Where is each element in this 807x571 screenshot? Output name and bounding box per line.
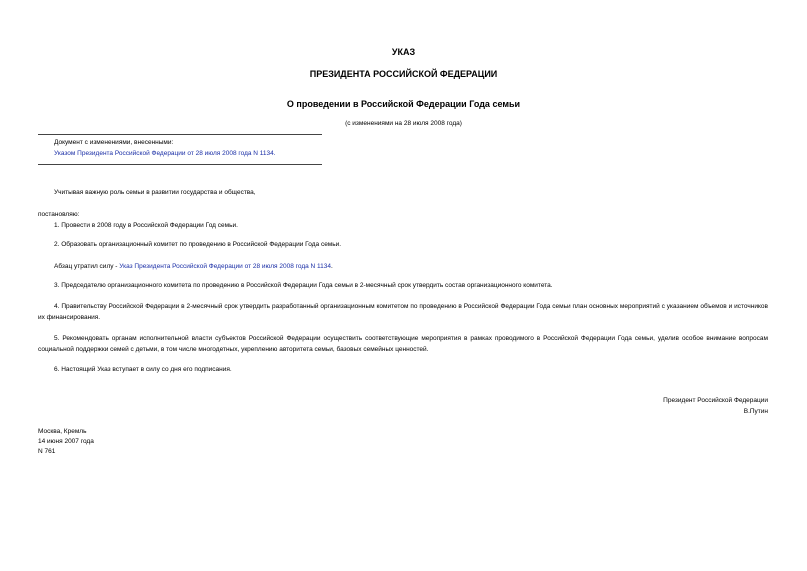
changes-link[interactable]: Указом Президента Российской Федерации от 28 июля 2008 года N 1134. [54, 150, 276, 157]
preamble: Учитывая важную роль семьи в развитии государства и общества, [54, 189, 256, 196]
amendment-note: (с изменениями на 28 июля 2008 года) [345, 120, 462, 127]
changes-top-divider [38, 134, 322, 135]
document-title: О проведении в Российской Федерации Года семьи [286, 99, 521, 109]
item-5 [38, 333, 768, 355]
signature-title: Президент Российской Федерации [663, 397, 768, 404]
item-3: 3. Председателю организационного комитета по проведению в Российской Федерации Года семьи в 2-месячный срок утвердить состав организационного комитета. [54, 282, 553, 289]
void-note-link[interactable]: Указ Президента Российской Федерации от 28 июля 2008 года N 1134 [119, 263, 332, 270]
item-2-void-note [54, 261, 333, 272]
signing-place: Москва, Кремль [38, 428, 87, 435]
issuer-heading: ПРЕЗИДЕНТА РОССИЙСКОЙ ФЕДЕРАЦИИ [309, 69, 498, 79]
item-5-text: 5. Рекомендовать органам исполнительной власти субъектов Российской Федерации осуществить соответствующие мероприятия в рамках проводимого в Российской Федерации Года семьи, уделив особое внимание вопросам социальной поддержки семей с детьми, в том числе многодетных, укреплению авторитета семьи, базовых семейных ценностей. [38, 335, 768, 353]
signing-date: 14 июня 2007 года [38, 438, 94, 445]
item-6: 6. Настоящий Указ вступает в силу со дня его подписания. [54, 366, 232, 373]
item-2: 2. Образовать организационный комитет по проведению в Российской Федерации Года семьи. [54, 241, 342, 248]
resolve-text: постановляю: [38, 211, 80, 218]
item-4 [38, 301, 768, 323]
document-type-heading: УКАЗ [391, 47, 416, 57]
item-4-text: 4. Правительству Российской Федерации в 2-месячный срок утвердить разработанный организационным комитетом по проведению в Российской Федерации Года семьи план основных мероприятий с указанием объемов и источников их финансирования. [38, 303, 768, 321]
decree-number: N 761 [38, 448, 56, 455]
changes-bottom-divider [38, 164, 322, 165]
item-1: 1. Провести в 2008 году в Российской Федерации Год семьи. [54, 222, 238, 229]
void-note-suffix: . [331, 263, 333, 270]
void-note-prefix: Абзац утратил силу - [54, 263, 120, 270]
signature-name: В.Путин [743, 408, 768, 415]
changes-intro: Документ с изменениями, внесенными: [54, 139, 174, 146]
